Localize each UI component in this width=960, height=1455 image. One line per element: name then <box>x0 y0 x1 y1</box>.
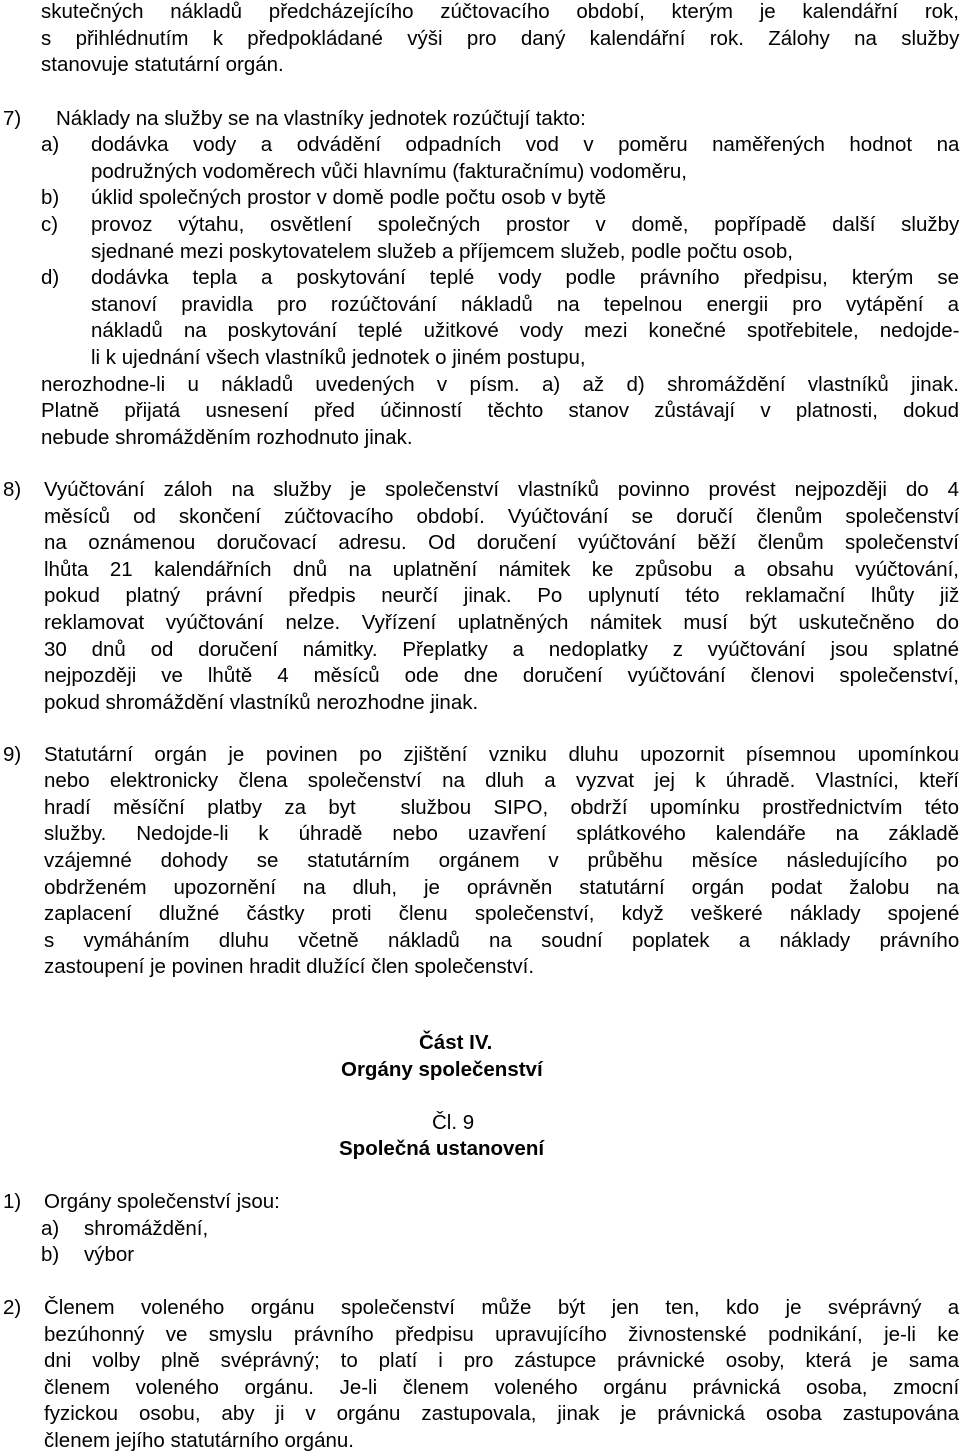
article-title: Čl. 9 <box>432 1110 475 1134</box>
text-line: obdrženém upozornění na dluh, je oprávněn statutární orgán podat žalobu na <box>44 875 960 899</box>
text-line: zastoupení je povinen hradit dlužící člen společenství. <box>44 955 535 979</box>
paragraph-intro: Náklady na služby se na vlastníky jednotek rozúčtují takto: <box>56 106 586 130</box>
list-item-label: a) <box>41 133 60 157</box>
part-subtitle: Orgány společenství <box>341 1057 543 1081</box>
article-subtitle: Společná ustanovení <box>339 1137 545 1160</box>
paragraph-number: 2) <box>3 1296 22 1319</box>
text-line: nejpozději ve lhůtě 4 měsíců ode dne doručení vyúčtování členovi společenství, <box>44 664 959 688</box>
list-item-text: dodávka tepla a poskytování teplé vody podle právního předpisu, kterým se <box>91 266 959 290</box>
text-line: reklamovat vyúčtování nelze. Vyřízení uplatněných námitek musí být uskutečněno do <box>44 611 959 634</box>
text-line: nebude shromážděním rozhodnuto jinak. <box>41 425 413 449</box>
paragraph-number: 7) <box>3 106 22 130</box>
list-item-text: nákladů na poskytování teplé užitkové vody mezi konečné spotřebitele, nedojde- <box>91 319 960 343</box>
text-line: zaplacení dlužné částky proti členu společenství, když veškeré náklady spojené <box>44 902 960 926</box>
list-item-text: dodávka vody a odvádění odpadních vod v poměru naměřených hodnot na <box>91 133 960 157</box>
list-item-label: b) <box>41 1243 60 1267</box>
text-line: měsíců od skončení zúčtovacího období. Vyúčtování se doručí členům společenství <box>44 504 960 528</box>
text-line: vzájemné dohody se statutárním orgánem v průběhu měsíce následujícího po <box>44 849 959 872</box>
text-line: na oznámenou doručovací adresu. Od doručení vyúčtování běží členům společenství <box>44 531 959 555</box>
text-line: dni volby plně svéprávný; to platí i pro zástupce právnické osoby, která je sama <box>44 1349 959 1373</box>
list-item-text: shromáždění, <box>84 1216 209 1240</box>
paragraph-intro: Orgány společenství jsou: <box>44 1190 280 1213</box>
list-item-text: stanoví pravidla pro rozúčtování nákladů na tepelnou energii pro vytápění a <box>91 292 959 316</box>
list-item-text: li k ujednání všech vlastníků jednotek o jiném postupu, <box>91 346 586 369</box>
text-line: stanovuje statutární orgán. <box>41 53 284 77</box>
text-line: s vymáháním dluhu včetně nákladů na soudní poplatek a náklady právního <box>44 928 960 952</box>
text-line: Platně přijatá usnesení před účinností těchto stanov zůstávají v platnosti, dokud <box>41 399 959 423</box>
text-line: nerozhodne-li u nákladů uvedených v písm. a) až d) shromáždění vlastníků jinak. <box>41 372 959 396</box>
text-line: Vyúčtování záloh na služby je společenství vlastníků povinno provést nejpozději do 4 <box>44 478 959 501</box>
paragraph-number: 1) <box>3 1190 22 1213</box>
text-line: nebo elektronicky člena společenství na dluh a vyzvat jej k úhradě. Vlastníci, kteří <box>44 769 959 793</box>
part-title: Část IV. <box>419 1031 493 1054</box>
list-item-text: výbor <box>84 1243 135 1267</box>
list-item-text: provoz výtahu, osvětlení společných prostor v domě, popřípadě další služby <box>91 213 960 236</box>
list-item-text: sjednané mezi poskytovatelem služeb a příjemcem služeb, podle počtu osob, <box>91 239 793 263</box>
text-line: fyzickou osobu, aby ji v orgánu zastupovala, jinak je právnická osoba zastupována <box>44 1402 959 1426</box>
list-item-label: a) <box>41 1216 60 1240</box>
list-item-label: b) <box>41 186 60 210</box>
text-line: Statutární orgán je povinen po zjištění vzniku dluhu upozornit písemnou upomínkou <box>44 742 959 766</box>
text-line: pokud platný právní předpis neurčí jinak. Po uplynutí této reklamační lhůty již <box>44 584 960 608</box>
list-item-label: d) <box>41 266 60 290</box>
text-line: 30 dnů od doručení námitky. Přeplatky a nedoplatky z vyúčtování jsou splatné <box>44 637 960 661</box>
text-line: skutečných nákladů předcházejícího zúčtovacího období, kterým je kalendářní rok, <box>41 0 959 23</box>
paragraph-number: 9) <box>3 742 22 766</box>
text-line: Členem voleného orgánu společenství může být jen ten, kdo je svéprávný a <box>44 1296 960 1319</box>
text-line: bezúhonný ve smyslu právního předpisu upravujícího živnostenské podnikání, je-li ke <box>44 1322 959 1346</box>
text-line: členem voleného orgánu. Je-li členem voleného orgánu právnická osoba, zmocní <box>44 1375 960 1399</box>
list-item-text: úklid společných prostor v domě podle počtu osob v bytě <box>91 186 607 210</box>
text-line: lhůta 21 kalendářních dnů na uplatnění námitek ke způsobu a obsahu vyúčtování, <box>44 557 959 581</box>
text-line: členem jejího statutárního orgánu. <box>44 1429 354 1452</box>
list-item-label: c) <box>41 213 59 236</box>
text-line: pokud shromáždění vlastníků nerozhodne jinak. <box>44 690 479 714</box>
text-line: s přihlédnutím k předpokládané výši pro daný kalendářní rok. Zálohy na služby <box>41 26 960 50</box>
text-line: služby. Nedojde-li k úhradě nebo uzavření splátkového kalendáře na základě <box>44 822 960 846</box>
text-line: hradí měsíční platby za byt službou SIPO, obdrží upomínku prostřednictvím této <box>44 795 959 819</box>
paragraph-number: 8) <box>3 478 22 501</box>
list-item-text: podružných vodoměrech vůči hlavnímu (fakturačnímu) vodoměru, <box>91 159 687 183</box>
